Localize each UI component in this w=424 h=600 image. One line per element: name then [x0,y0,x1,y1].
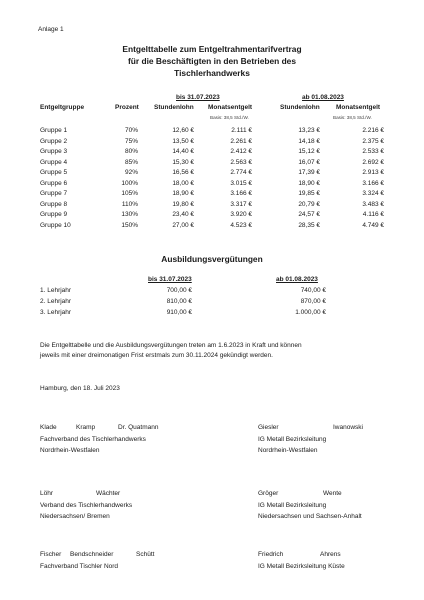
group-name: Gruppe 6 [40,179,68,187]
org-line: IG Metall Bezirksleitung Küste [258,563,345,570]
hourly-new: 16,07 € [298,158,320,166]
basis-note-old: Basis: 38,5 Std./W. [210,115,249,120]
monthly-new: 4.116 € [362,211,384,218]
hourly-old: 16,56 € [172,169,194,176]
hourly-new: 15,12 € [298,148,320,155]
signer-name: Gröger [258,490,279,497]
monthly-old: 2.412 € [230,148,252,155]
org-line: Fachverband Tischler Nord [40,563,119,570]
monthly-new: 3.324 € [362,190,384,197]
hourly-old: 13,50 € [172,137,194,145]
hourly-old: 18,90 € [172,190,194,197]
monthly-old: 3.317 € [230,200,252,208]
hourly-new: 20,79 € [298,200,320,208]
org-line: IG Metall Bezirksleitung [258,436,327,443]
signer-name: Bendschneider [70,551,114,558]
training-new: 870,00 € [300,298,326,305]
group-percent: 100% [121,179,138,187]
group-name: Gruppe 2 [40,137,68,145]
group-name: Gruppe 4 [40,158,68,166]
place-date: Hamburg, den 18. Juli 2023 [40,385,120,392]
signer-name: Giesler [258,424,279,431]
training-year: 1. Lehrjahr [40,287,72,294]
hourly-old: 14,40 € [172,148,194,155]
monthly-old: 2.111 € [231,127,252,134]
title-line-3: Tischlerhandwerks [174,68,250,78]
training-title: Ausbildungsvergütungen [161,254,263,264]
period-old-header: bis 31.07.2023 [176,94,220,101]
training-year: 2. Lehrjahr [40,298,72,305]
training-period-old: bis 31.07.2023 [148,276,192,283]
annex-label: Anlage 1 [38,26,64,33]
title-line-2: für die Beschäftigten in den Betrieben des [128,56,296,66]
org-line: Niedersachsen und Sachsen-Anhalt [258,513,362,520]
monthly-old: 3.166 € [230,190,252,197]
signer-name: Löhr [40,490,54,497]
signer-name: Iwanowski [333,424,363,431]
monthly-new: 2.533 € [362,148,384,155]
col-header-hourly-new: Stundenlohn [280,104,320,111]
hourly-old: 27,00 € [172,221,194,229]
org-line: Nordrhein-Westfalen [40,447,100,454]
org-line: Niedersachsen/ Bremen [40,513,110,520]
signer-name: Ahrens [320,551,341,558]
monthly-new: 3.483 € [362,200,384,208]
col-header-group: Entgeltgruppe [40,104,85,111]
col-header-monthly-new: Monatsentgelt [336,104,381,111]
signer-name: Wente [323,490,342,497]
hourly-old: 12,60 € [172,127,194,134]
group-percent: 75% [124,137,138,145]
monthly-new: 2.375 € [362,137,384,145]
group-name: Gruppe 1 [40,127,68,134]
hourly-new: 18,90 € [298,179,320,187]
group-name: Gruppe 7 [40,190,68,197]
signer-name: Dr. Quatmann [118,424,159,431]
hourly-new: 17,39 € [298,169,320,176]
group-percent: 92% [124,169,138,176]
col-header-percent: Prozent [115,104,139,111]
monthly-new: 2.913 € [362,169,384,176]
org-line: Nordrhein-Westfalen [258,447,318,454]
basis-note-new: Basis: 38,5 Std./W. [333,115,372,120]
training-year: 3. Lehrjahr [40,309,72,316]
signer-name: Fischer [40,551,62,558]
org-line: IG Metall Bezirksleitung [258,502,327,509]
hourly-new: 28,35 € [298,221,320,229]
hourly-old: 19,80 € [172,200,194,208]
signer-name: Schütt [136,551,155,558]
monthly-old: 4.523 € [230,221,252,229]
group-percent: 85% [124,158,138,166]
group-percent: 80% [124,148,138,155]
group-name: Gruppe 8 [40,200,68,208]
training-new: 1.000,00 € [295,309,326,316]
monthly-new: 2.216 € [362,127,384,134]
signer-name: Klade [40,424,57,431]
group-percent: 150% [121,221,138,229]
monthly-new: 4.749 € [362,221,384,229]
monthly-new: 2.692 € [362,158,384,166]
group-percent: 130% [121,211,138,218]
monthly-old: 2.563 € [230,158,252,166]
training-old: 910,00 € [166,309,192,316]
group-name: Gruppe 9 [40,211,68,218]
org-line: Verband des Tischlerhandwerks [40,502,133,509]
note-line-2: jeweils mit einer dreimonatigen Frist erstmals zum 30.11.2024 gekündigt werden. [40,352,273,359]
training-old: 810,00 € [166,298,192,305]
group-name: Gruppe 10 [40,221,71,229]
monthly-new: 3.166 € [362,179,384,187]
hourly-new: 14,18 € [298,137,320,145]
hourly-old: 15,30 € [172,158,194,166]
training-new: 740,00 € [300,287,326,294]
hourly-new: 19,85 € [298,190,320,197]
org-line: Fachverband des Tischlerhandwerks [40,436,146,443]
hourly-new: 13,23 € [298,127,320,134]
group-name: Gruppe 3 [40,148,68,155]
group-percent: 70% [124,127,138,134]
training-old: 700,00 € [166,287,192,294]
monthly-old: 2.774 € [230,169,252,176]
hourly-old: 18,00 € [172,179,194,187]
signer-name: Wächter [96,490,121,497]
period-new-header: ab 01.08.2023 [302,94,344,101]
hourly-new: 24,57 € [298,211,320,218]
hourly-old: 23,40 € [172,211,194,218]
group-percent: 110% [121,200,138,208]
signer-name: Kramp [76,424,96,431]
monthly-old: 3.920 € [230,211,252,218]
monthly-old: 3.015 € [230,179,252,187]
training-period-new: ab 01.08.2023 [276,276,318,283]
group-percent: 105% [121,190,138,197]
signer-name: Friedrich [258,551,284,558]
note-line-1: Die Entgelttabelle und die Ausbildungsvergütungen treten am 1.6.2023 in Kraft und können [40,342,302,349]
col-header-hourly-old: Stundenlohn [154,104,194,111]
col-header-monthly-old: Monatsentgelt [208,104,253,111]
title-line-1: Entgelttabelle zum Entgeltrahmentarifvertrag [122,44,302,54]
monthly-old: 2.261 € [230,137,252,145]
group-name: Gruppe 5 [40,169,68,176]
